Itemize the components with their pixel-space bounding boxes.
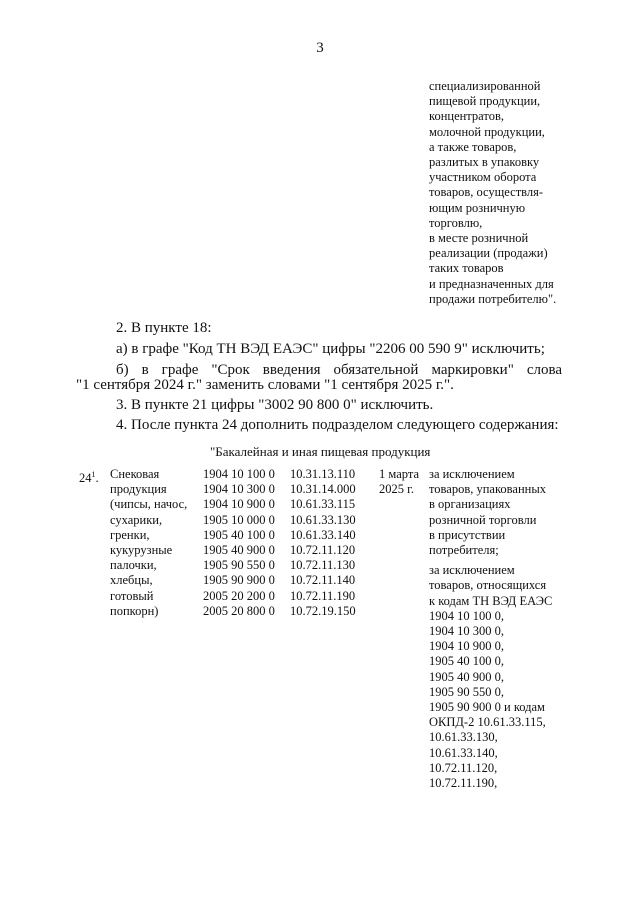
paragraph-item-2: 2. В пункте 18: <box>116 320 212 336</box>
continuation-cell <box>429 79 589 307</box>
continuation-line: торговлю, <box>429 215 483 230</box>
continuation-line: пищевой продукции, <box>429 94 541 109</box>
product-name-column <box>110 467 187 619</box>
section-heading: "Бакалейная и иная пищевая продукция <box>210 444 431 459</box>
tnved-code: 2005 20 800 0 <box>203 603 275 618</box>
paragraph-subitem-a: а) в графе "Код ТН ВЭД ЕАЭС" цифры "2206 00 590 9" исключить; <box>116 341 545 357</box>
exclusion-line: 10.61.33.140, <box>429 745 498 760</box>
exclusion-line: 1905 40 900 0, <box>429 669 504 684</box>
okpd-code: 10.72.11.130 <box>290 558 356 573</box>
continuation-line: специализированной <box>429 79 541 93</box>
product-name-line: гренки, <box>110 527 150 542</box>
row-number <box>79 467 99 486</box>
exclusion-line: потребителя; <box>429 543 499 558</box>
okpd-code: 10.72.19.150 <box>290 603 356 618</box>
exclusion-line: розничной торговли <box>429 512 537 527</box>
okpd-code: 10.61.33.140 <box>290 527 356 542</box>
product-name-line: сухарики, <box>110 512 163 527</box>
exclusion-line: 1904 10 100 0, <box>429 608 504 623</box>
tnved-code: 1904 10 100 0 <box>203 467 275 481</box>
paragraph-subitem-b-line2: "1 сентября 2024 г." заменить словами "1 сентября 2025 г.". <box>76 377 454 393</box>
exclusion-line: 1904 10 300 0, <box>429 624 504 639</box>
paragraph-item-4: 4. После пункта 24 дополнить подразделом следующего содержания: <box>116 417 559 433</box>
tnved-code: 1905 40 900 0 <box>203 543 275 558</box>
okpd-code: 10.31.14.000 <box>290 482 356 497</box>
continuation-line: таких товаров <box>429 261 504 276</box>
continuation-line: в месте розничной <box>429 231 529 246</box>
okpd-code: 10.72.11.120 <box>290 543 356 558</box>
exclusion-block-1 <box>429 467 552 558</box>
okpd-code: 10.31.13.110 <box>290 467 356 481</box>
exclusion-line: 1905 90 900 0 и кодам <box>429 700 545 715</box>
tnved-code: 1905 90 550 0 <box>203 558 275 573</box>
okpd-code: 10.72.11.140 <box>290 573 356 588</box>
exclusion-line: за исключением <box>429 467 515 481</box>
continuation-line: товаров, осуществля- <box>429 185 544 200</box>
exclusion-line: 1904 10 900 0, <box>429 639 504 654</box>
okpd-code: 10.61.33.115 <box>290 497 356 512</box>
exclusion-line: в присутствии <box>429 527 506 542</box>
exclusion-line: 1905 40 100 0, <box>429 654 504 669</box>
product-name-line: кукурузные <box>110 543 173 558</box>
page-number: 3 <box>316 40 324 56</box>
exclusion-line: в организациях <box>429 497 511 512</box>
exclusion-line: за исключением <box>429 563 515 578</box>
exclusion-line: 10.61.33.130, <box>429 730 498 745</box>
marking-date-line: 1 марта <box>379 467 419 481</box>
tnved-codes-column <box>203 467 275 619</box>
paragraph-subitem-b-line1: б) в графе "Срок введения обязательной маркировки" слова <box>116 362 562 378</box>
paragraph-item-3: 3. В пункте 21 цифры "3002 90 800 0" исключить. <box>116 397 434 413</box>
tnved-code: 2005 20 200 0 <box>203 588 275 603</box>
okpd-code: 10.72.11.190 <box>290 588 356 603</box>
okpd-codes-column <box>290 467 356 619</box>
continuation-line: а также товаров, <box>429 139 517 154</box>
marking-date-line: 2025 г. <box>379 482 414 497</box>
product-name-line: продукция <box>110 482 167 497</box>
continuation-line: молочной продукции, <box>429 124 545 139</box>
tnved-code: 1905 10 000 0 <box>203 512 275 527</box>
row-number-superscript: 1 <box>91 470 96 479</box>
marking-date-column <box>379 467 419 497</box>
product-name-line: Снековая <box>110 467 160 481</box>
continuation-line: реализации (продажи) <box>429 246 548 261</box>
exclusions-column <box>429 467 552 791</box>
exclusion-line: товаров, упакованных <box>429 482 546 497</box>
continuation-line: продажи потребителю". <box>429 291 557 306</box>
exclusion-line: к кодам ТН ВЭД ЕАЭС <box>429 593 553 608</box>
continuation-line: концентратов, <box>429 109 504 124</box>
product-name-line: (чипсы, начос, <box>110 497 188 512</box>
tnved-code: 1904 10 300 0 <box>203 482 275 497</box>
tnved-code: 1904 10 900 0 <box>203 497 275 512</box>
exclusion-line: ОКПД-2 10.61.33.115, <box>429 715 546 730</box>
product-name-line: хлебцы, <box>110 573 153 588</box>
tnved-code: 1905 90 900 0 <box>203 573 275 588</box>
tnved-code: 1905 40 100 0 <box>203 527 275 542</box>
product-name-line: попкорн) <box>110 603 159 618</box>
continuation-line: ющим розничную <box>429 200 526 215</box>
product-name-line: готовый <box>110 588 154 603</box>
okpd-code: 10.61.33.130 <box>290 512 356 527</box>
exclusion-block-2 <box>429 563 552 791</box>
continuation-line: разлитых в упаковку <box>429 155 540 170</box>
continuation-line: участником оборота <box>429 170 537 185</box>
exclusion-line: 1905 90 550 0, <box>429 684 504 699</box>
continuation-line: и предназначенных для <box>429 276 554 291</box>
exclusion-line: 10.72.11.120, <box>429 760 498 775</box>
exclusion-line: 10.72.11.190, <box>429 776 498 791</box>
row-number-main: 24 <box>79 471 92 486</box>
row-number-suffix: . <box>95 471 99 486</box>
exclusion-line: товаров, относящихся <box>429 578 547 593</box>
product-name-line: палочки, <box>110 558 157 573</box>
